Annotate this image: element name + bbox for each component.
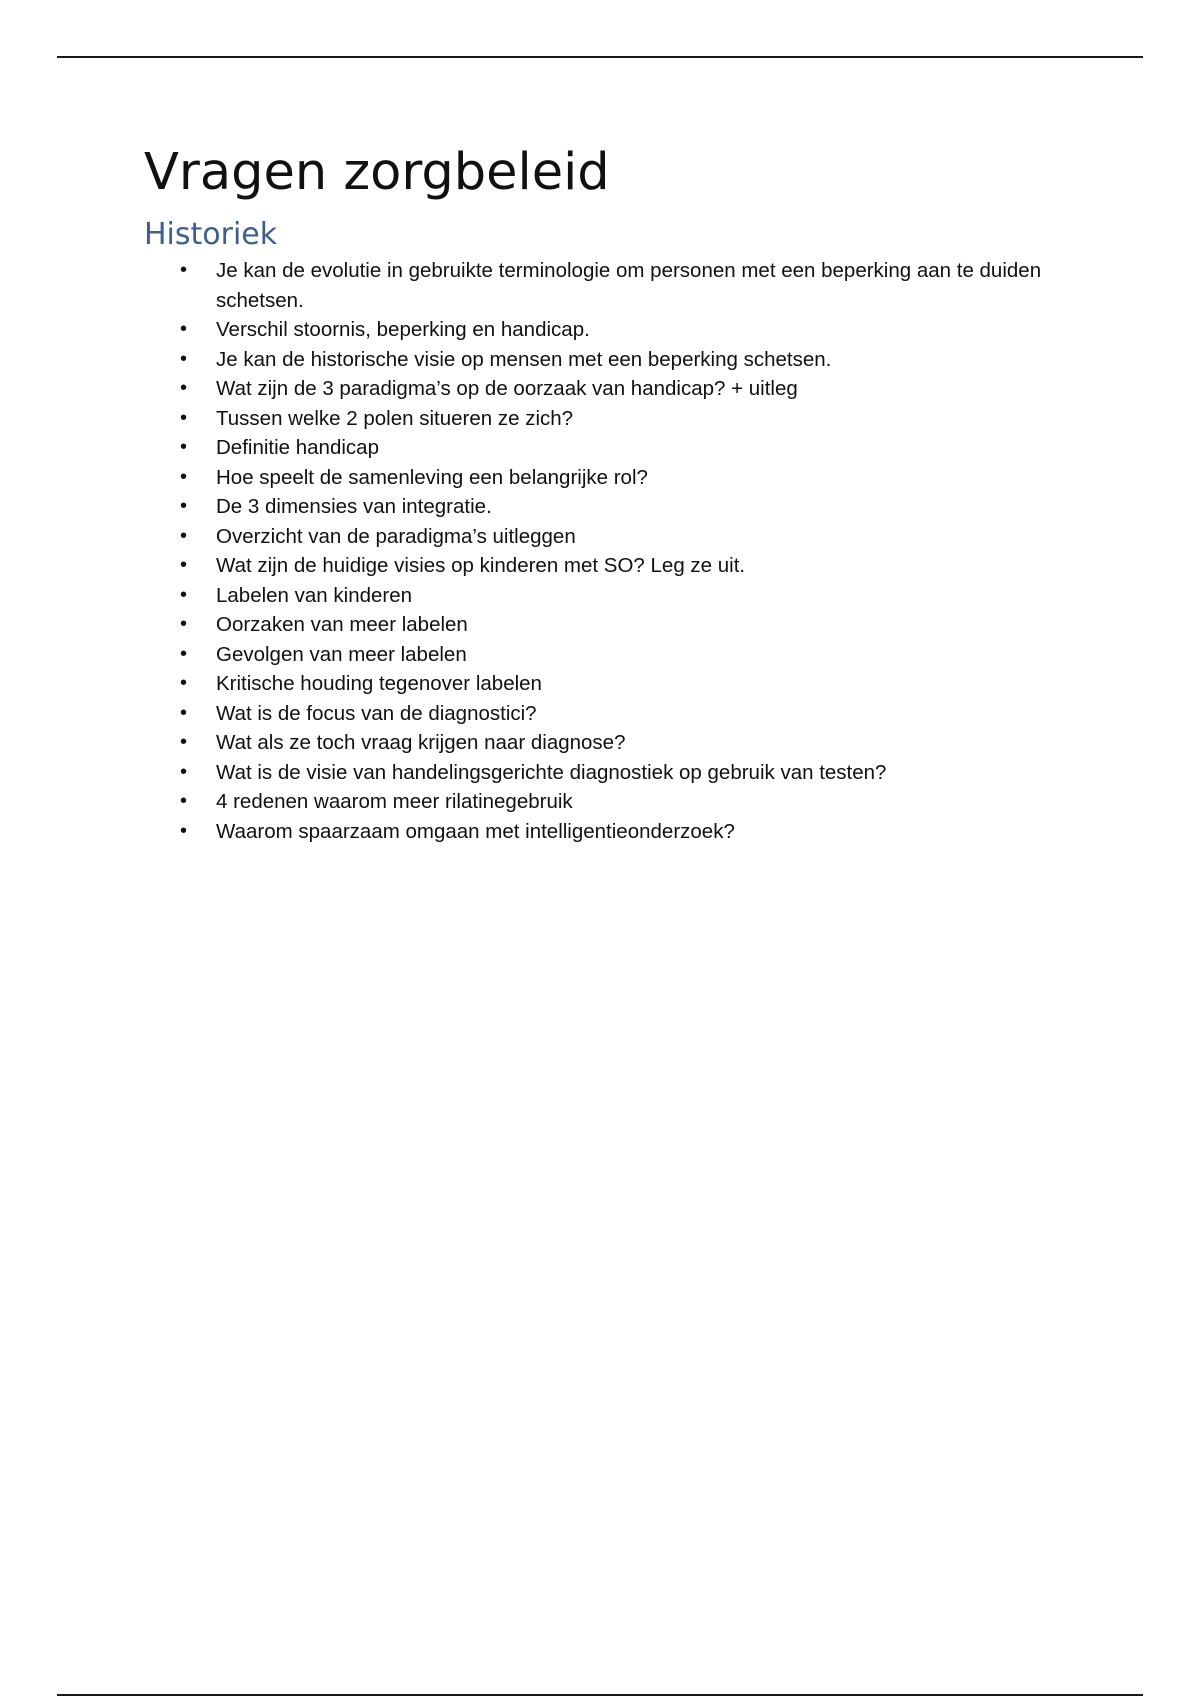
list-item-text: Kritische houding tegenover labelen [216, 672, 542, 695]
list-item-text: Wat als ze toch vraag krijgen naar diagnose? [216, 731, 626, 754]
list-item-text: 4 redenen waarom meer rilatinegebruik [216, 790, 573, 813]
list-item-text: Gevolgen van meer labelen [216, 642, 467, 666]
list-item [144, 551, 1074, 581]
list-item [144, 669, 1074, 699]
question-list [144, 256, 1074, 846]
bullet-icon: • [180, 790, 188, 812]
list-item [144, 787, 1074, 817]
list-item-text: Oorzaken van meer labelen [216, 613, 468, 636]
list-item-text: Wat is de focus van de diagnostici? [216, 701, 537, 725]
list-item [144, 817, 1074, 847]
bullet-icon: • [180, 554, 188, 576]
list-item [144, 640, 1074, 670]
bullet-icon: • [180, 318, 188, 340]
bullet-icon: • [180, 613, 188, 635]
list-item [144, 404, 1074, 434]
bullet-icon: • [180, 760, 188, 783]
section-heading-historiek: Historiek [144, 217, 278, 252]
list-item-text: Overzicht van de paradigma’s uitleggen [216, 524, 576, 548]
bullet-icon: • [180, 731, 188, 753]
bullet-icon: • [180, 642, 188, 665]
bullet-icon: • [180, 583, 188, 606]
bullet-icon: • [180, 524, 188, 547]
list-item [144, 522, 1074, 552]
list-item [144, 492, 1074, 522]
bullet-icon: • [180, 465, 188, 488]
bullet-icon: • [180, 436, 188, 458]
bullet-icon: • [180, 819, 188, 842]
bullet-icon: • [180, 701, 188, 724]
list-item [144, 374, 1074, 404]
list-item-text: Je kan de evolutie in gebruikte terminologie om personen met een beperking aan te duiden schetsen. [216, 259, 1042, 312]
bullet-icon: • [180, 377, 188, 399]
list-item-text: Hoe speelt de samenleving een belangrijke rol? [216, 465, 648, 489]
bullet-icon: • [180, 259, 188, 281]
footer-rule [57, 1694, 1143, 1696]
list-item [144, 315, 1074, 345]
list-item-text: Definitie handicap [216, 436, 379, 459]
list-item-text: Waarom spaarzaam omgaan met intelligentieonderzoek? [216, 819, 735, 843]
list-item [144, 256, 1074, 315]
list-item [144, 581, 1074, 611]
list-item-text: Tussen welke 2 polen situeren ze zich? [216, 406, 574, 430]
list-item [144, 758, 1074, 788]
bullet-icon: • [180, 347, 188, 370]
list-item [144, 463, 1074, 493]
list-item [144, 345, 1074, 375]
list-item-text: Je kan de historische visie op mensen met een beperking schetsen. [216, 347, 832, 371]
bullet-icon: • [180, 672, 188, 694]
bullet-icon: • [180, 406, 188, 429]
list-item-text: Labelen van kinderen [216, 583, 413, 607]
list-item-text: Wat is de visie van handelingsgerichte diagnostiek op gebruik van testen? [216, 760, 887, 784]
header-rule [57, 56, 1143, 58]
list-item [144, 610, 1074, 640]
document-page [144, 140, 1074, 846]
list-item [144, 728, 1074, 758]
list-item-text: Wat zijn de 3 paradigma’s op de oorzaak van handicap? + uitleg [216, 377, 798, 400]
list-item-text: De 3 dimensies van integratie. [216, 495, 492, 518]
document-title: Vragen zorgbeleid [144, 143, 610, 202]
list-item-text: Wat zijn de huidige visies op kinderen met SO? Leg ze uit. [216, 554, 746, 577]
list-item [144, 699, 1074, 729]
list-item [144, 433, 1074, 463]
bullet-icon: • [180, 495, 188, 517]
list-item-text: Verschil stoornis, beperking en handicap. [216, 318, 590, 341]
